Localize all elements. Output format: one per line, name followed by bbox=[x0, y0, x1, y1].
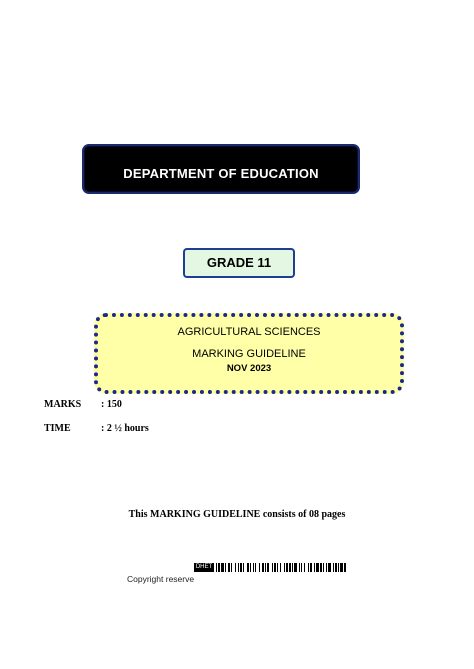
barcode-bar bbox=[221, 563, 224, 572]
grade-box bbox=[183, 248, 295, 278]
barcode-bar bbox=[235, 563, 236, 572]
barcode-bar bbox=[272, 563, 273, 572]
barcode-bar bbox=[274, 563, 276, 572]
subject-name: AGRICULTURAL SCIENCES bbox=[177, 326, 321, 338]
barcode-bar bbox=[316, 563, 319, 572]
barcode-bar bbox=[243, 563, 244, 572]
barcode-bar bbox=[259, 563, 260, 572]
barcode-icon bbox=[216, 563, 348, 572]
barcode-bar bbox=[328, 563, 331, 572]
barcode-bar bbox=[253, 563, 254, 572]
barcode-bar bbox=[320, 563, 322, 572]
barcode-bar bbox=[335, 563, 337, 572]
barcode-bar bbox=[304, 563, 305, 572]
barcode-bar bbox=[299, 563, 300, 572]
time-value: : 2 ½ hours bbox=[101, 423, 149, 434]
barcode bbox=[194, 563, 349, 573]
barcode-bar bbox=[340, 563, 343, 572]
barcode-bar bbox=[238, 563, 239, 572]
barcode-bar bbox=[225, 563, 226, 572]
barcode-bar bbox=[344, 563, 346, 572]
barcode-bar bbox=[228, 563, 230, 572]
subject-box bbox=[94, 313, 404, 394]
barcode-bar bbox=[289, 563, 291, 572]
barcode-bar bbox=[314, 563, 315, 572]
time-label: TIME bbox=[44, 423, 71, 434]
barcode-bar bbox=[277, 563, 278, 572]
barcode-bar bbox=[294, 563, 297, 572]
copyright-text: Copyright reserve bbox=[127, 574, 195, 584]
barcode-bar bbox=[262, 563, 264, 572]
time-row bbox=[44, 423, 244, 437]
barcode-bar bbox=[284, 563, 285, 572]
barcode-bar bbox=[301, 563, 302, 572]
barcode-bar bbox=[255, 563, 256, 572]
page-count-note: This MARKING GUIDELINE consists of 08 pages bbox=[128, 509, 346, 520]
department-title: DEPARTMENT OF EDUCATION bbox=[123, 166, 319, 181]
barcode-bar bbox=[338, 563, 339, 572]
document-type: MARKING GUIDELINE bbox=[192, 348, 306, 360]
barcode-tag: DHET bbox=[195, 564, 213, 570]
exam-session: NOV 2023 bbox=[226, 363, 272, 374]
barcode-bar bbox=[218, 563, 220, 572]
barcode-bar bbox=[333, 563, 334, 572]
marks-label: MARKS bbox=[44, 399, 82, 410]
department-banner bbox=[82, 144, 360, 194]
barcode-bar bbox=[267, 563, 269, 572]
barcode-bar bbox=[247, 563, 249, 572]
barcode-bar bbox=[240, 563, 242, 572]
grade-label: GRADE 11 bbox=[206, 255, 272, 270]
barcode-bar bbox=[286, 563, 288, 572]
barcode-bar bbox=[250, 563, 251, 572]
marks-row bbox=[44, 399, 244, 413]
barcode-bar bbox=[280, 563, 281, 572]
marks-value: : 150 bbox=[101, 399, 122, 410]
barcode-bar bbox=[308, 563, 309, 572]
barcode-bar bbox=[326, 563, 327, 572]
barcode-bar bbox=[231, 563, 232, 572]
barcode-bar bbox=[265, 563, 266, 572]
barcode-bar bbox=[292, 563, 293, 572]
barcode-bar bbox=[310, 563, 312, 572]
barcode-bar bbox=[216, 563, 217, 572]
barcode-bar bbox=[323, 563, 324, 572]
